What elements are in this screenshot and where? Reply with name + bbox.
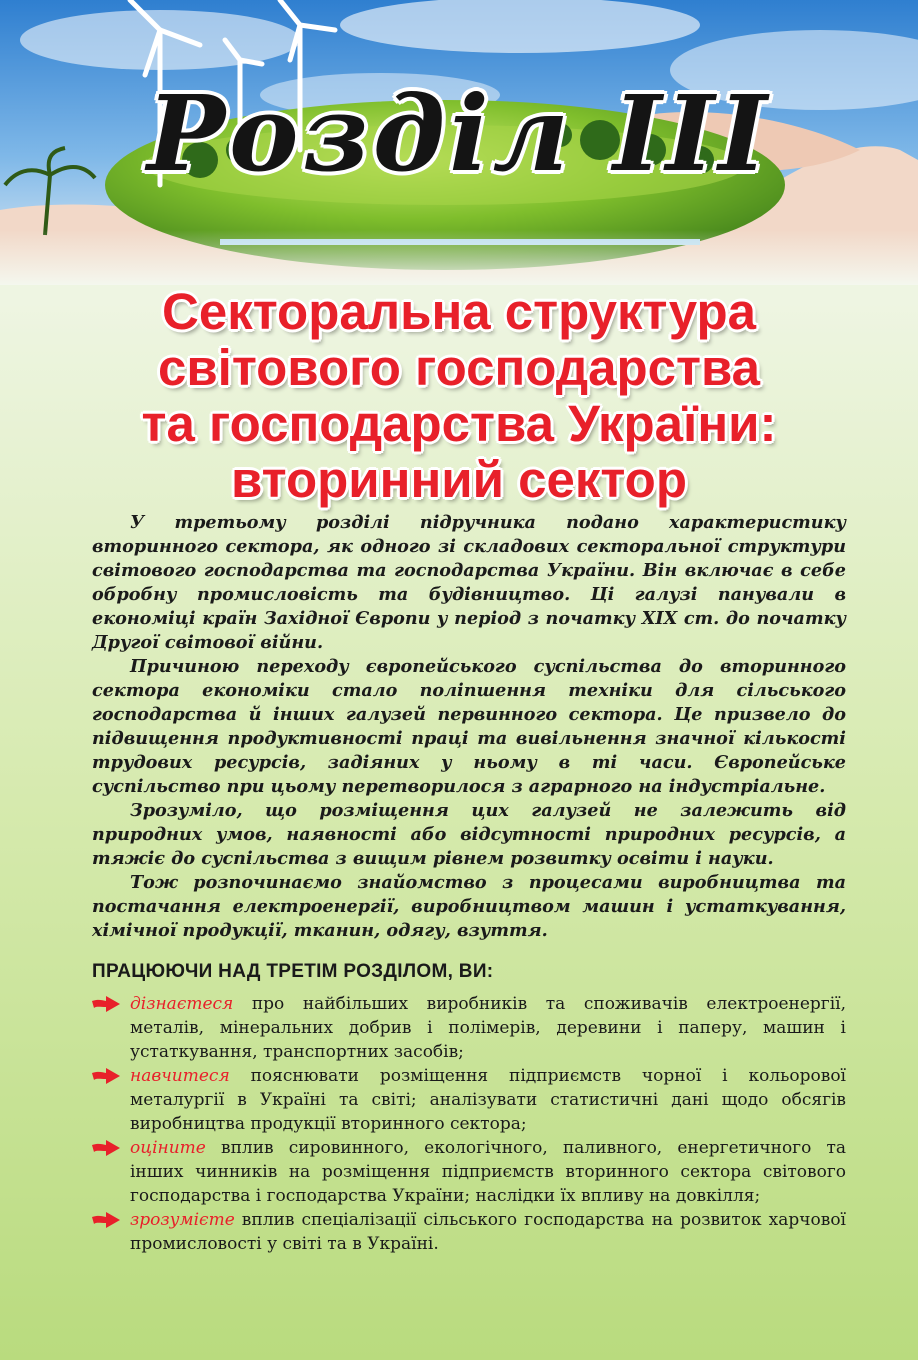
chapter-title <box>0 284 918 508</box>
chapter-title-line: світового господарства <box>157 339 761 396</box>
red-arrow-icon <box>92 995 120 1019</box>
goal-text: вплив спеціалізації сільського господарства на розвиток харчової промисловості у світі та в Україні. <box>130 1210 846 1254</box>
intro-paragraph: Тож розпочинаємо знайомство з процесами виробництва та постачання електроенергії, виробництвом машин і устаткування, хімічної продукції, тканин, одягу, взуття. <box>92 872 846 941</box>
intro-paragraph: У третьому розділі підручника подано характеристику вторинного сектора, як одного зі складових секторальної структури світового господарства та господарства України. Він включає в себе обробну промисловість та будівництво. Ці галузі панували в економіці країн Західної Європи у період з початку XIX ст. до початку Другої світової війни. <box>92 512 846 653</box>
red-arrow-icon <box>92 1067 120 1091</box>
chapter-title-line: та господарства України: <box>141 395 777 452</box>
goal-verb: оціните <box>130 1138 206 1158</box>
goal-verb: зрозумієте <box>130 1210 235 1230</box>
chapter-title-line: вторинний сектор <box>231 451 687 508</box>
intro-paragraph: Причиною переходу європейського суспільства до вторинного сектора економіки стало поліпшення техніки для сільського господарства й інших галузей первинного сектора. Це призвело до підвищення продуктивності праці та вивільнення значної кількості трудових ресурсів, задіяних у ньому в ті часи. Європейське суспільство при цьому перетворилося з аграрного на індустріальне. <box>92 656 846 797</box>
chapter-title-line: Секторальна структура <box>162 283 756 340</box>
red-arrow-icon <box>92 1211 120 1235</box>
red-arrow-icon <box>92 1139 120 1163</box>
goal-item <box>92 1208 846 1256</box>
goal-text: пояснювати розміщення підприємств чорної і кольорової металургії в Україні та світі; аналізувати статистичні дані щодо обсягів виробництва продукції вторинного сектора; <box>130 1066 846 1134</box>
goal-item <box>92 1136 846 1208</box>
goal-verb: дізнаєтеся <box>130 994 234 1014</box>
section-title: Розділ III <box>146 72 772 195</box>
goals-heading: ПРАЦЮЮЧИ НАД ТРЕТІМ РОЗДІЛОМ, ВИ: <box>92 961 494 982</box>
goals-list <box>92 992 846 1256</box>
goal-text: вплив сировинного, екологічного, паливного, енергетичного та інших чинників на розміщення підприємств вторинного сектора світового господарства і господарства України; наслідки їх впливу на довкілля; <box>130 1138 846 1206</box>
goal-verb: навчитеся <box>130 1066 230 1086</box>
goal-item <box>92 992 846 1064</box>
goal-item <box>92 1064 846 1136</box>
intro-text <box>92 511 846 943</box>
goal-text: про найбільших виробників та споживачів електроенергії, металів, мінеральних добрив і полімерів, деревини і паперу, машин і устаткування, транспортних засобів; <box>130 994 846 1062</box>
intro-paragraph: Зрозуміло, що розміщення цих галузей не залежить від природних умов, наявності або відсутності природних ресурсів, а тяжіє до суспільства з вищим рівнем розвитку освіти і науки. <box>92 800 846 869</box>
